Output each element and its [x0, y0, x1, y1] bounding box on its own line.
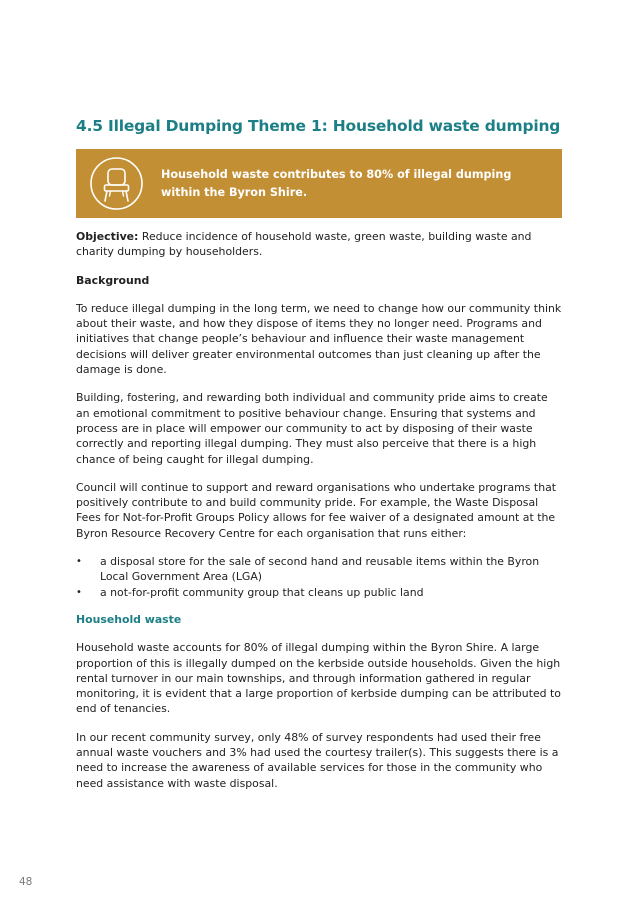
- chair-icon: [89, 156, 144, 211]
- objective-text: Reduce incidence of household waste, green waste, building waste and charity dumping by householders.: [76, 230, 532, 259]
- objective-label: Objective:: [76, 230, 139, 243]
- paragraph: To reduce illegal dumping in the long term, we need to change how our community think about their waste, and how they dispose of items they no longer need. Programs and initiatives that change people’s behaviour and influence their waste management decisions will deliver greater environmental outcomes than just cleaning up after the damage is done.: [76, 301, 562, 377]
- bullet-list: [76, 554, 563, 600]
- household-waste-heading: Household waste: [76, 612, 182, 626]
- body-content: [76, 229, 563, 804]
- paragraph: In our recent community survey, only 48% of survey respondents had used their free annual waste vouchers and 3% had used the courtesy trailer(s). This suggests there is a need to increase the awareness of available services for those in the community who need assistance with waste disposal.: [76, 730, 559, 790]
- paragraph: Building, fostering, and rewarding both individual and community pride aims to create an emotional commitment to positive behaviour change. Ensuring that systems and process are in place will empower our community to act by disposing of their waste correctly and reporting illegal dumping. They must also perceive that there is a high chance of being caught for illegal dumping.: [76, 391, 548, 466]
- section-heading: 4.5 Illegal Dumping Theme 1: Household waste dumping: [76, 117, 561, 135]
- paragraph: Household waste accounts for 80% of illegal dumping within the Byron Shire. A large proportion of this is illegally dumped on the kerbside outside households. Given the high rental turnover in our main townships, and through information gathered in regular monitoring, it is evident that a large proportion of kerbside dumping can be attributed to end of tenancies.: [76, 641, 561, 716]
- list-item: • a disposal store for the sale of second hand and reusable items within the Byron Local Government Area (LGA): [76, 554, 563, 585]
- callout-banner: [76, 149, 562, 218]
- paragraph: Council will continue to support and reward organisations who undertake programs that positively contribute to and build community pride. For example, the Waste Disposal Fees for Not-for-Profit Groups Policy allows for fee waiver of a designated amount at the Byron Resource Recovery Centre for each organisation that runs either:: [76, 480, 557, 540]
- background-heading: Background: [76, 273, 150, 287]
- callout-text: Household waste contributes to 80% of illegal dumping within the Byron Shire.: [161, 168, 512, 199]
- list-item: • a not-for-profit community group that cleans up public land: [76, 585, 563, 600]
- page-number: 48: [19, 876, 33, 888]
- objective-paragraph: [76, 229, 563, 260]
